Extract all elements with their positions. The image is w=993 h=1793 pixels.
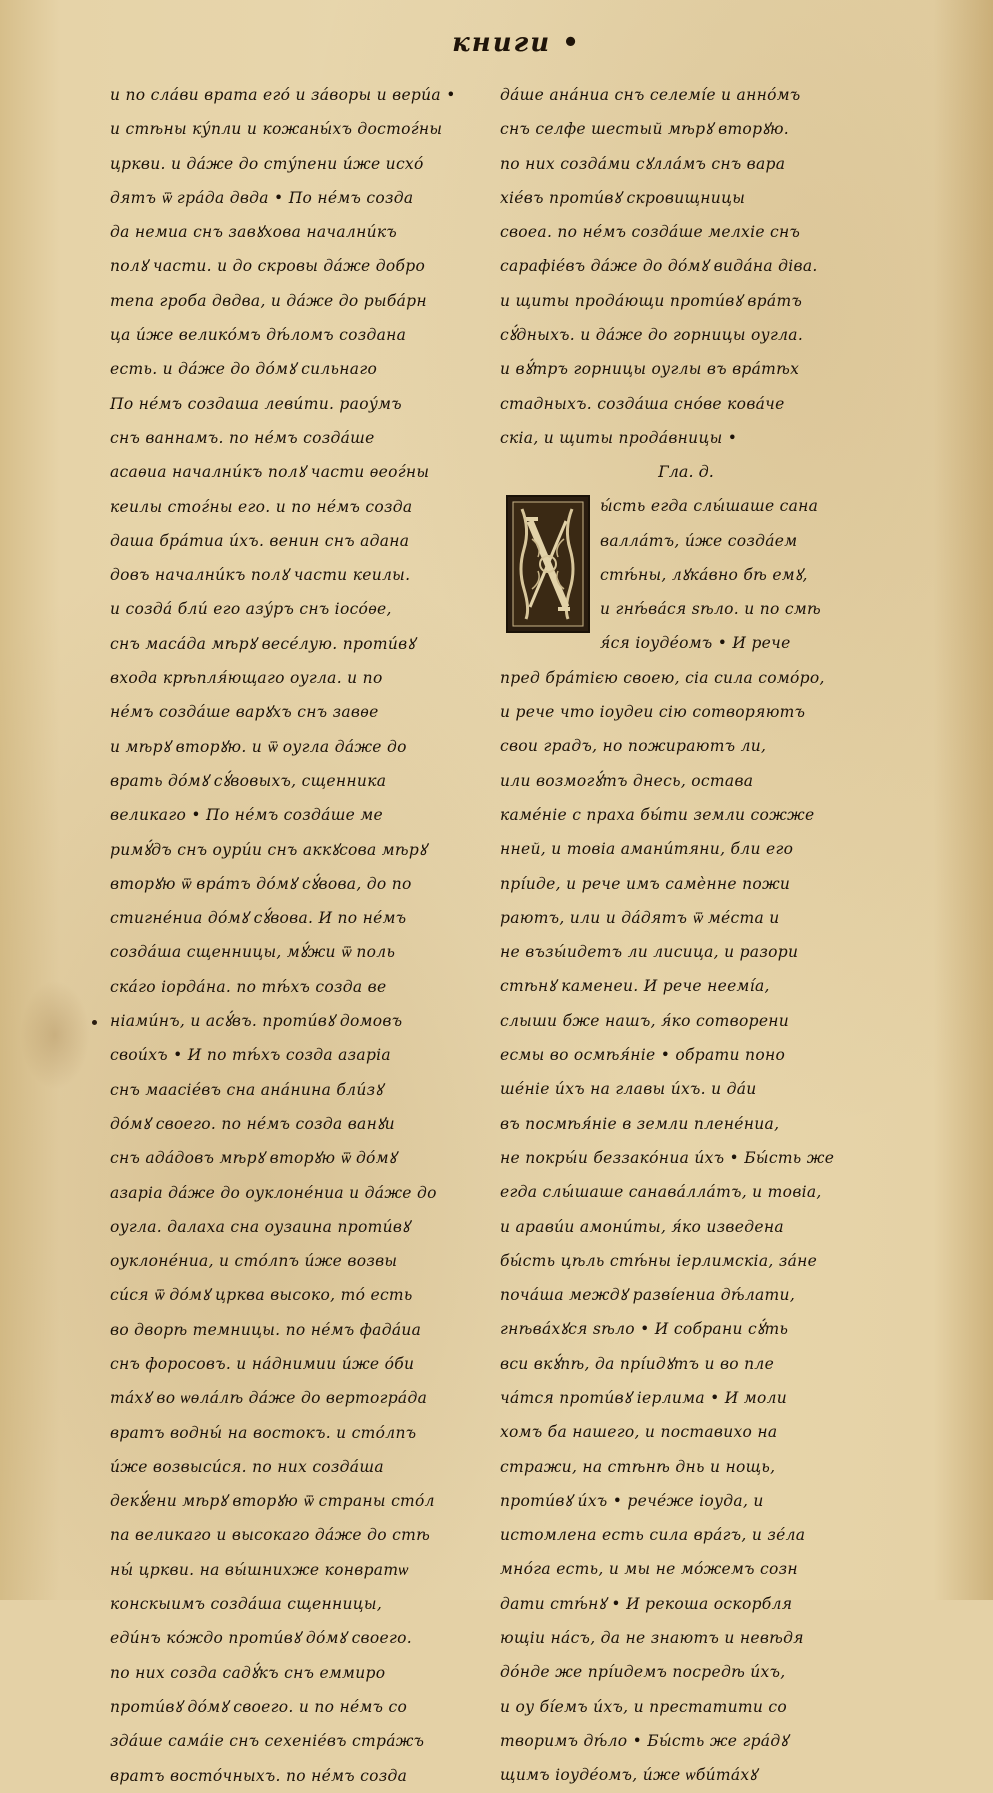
text-line: есть. и да́же до до́мꙋ сильнаго: [110, 360, 378, 379]
text-line: и созда́ бли́ его азу́ръ снъ іосо́ѳе,: [110, 600, 392, 619]
text-line: вратъ восто́чныхъ. по не́мъ созда: [110, 1766, 408, 1785]
text-line: скіа, и щиты прода́вницы •: [500, 428, 738, 447]
text-line: тепа гроба двдва, и да́же до рыба́рн: [110, 291, 427, 310]
text-line: входа крѣпля́ющаго оугла. и по: [110, 669, 383, 688]
text-line: и арави́и амони́ты, я́ко изведена: [500, 1217, 784, 1236]
text-line: каме́ніе с праха бы́ти земли сожже: [500, 805, 815, 824]
text-line: вторꙋю ѿ вра́тъ до́мꙋ сꙋ́вова, до по: [110, 874, 412, 893]
text-line: хіе́въ проти́вꙋ скровищницы: [500, 188, 746, 207]
text-line: кеилы стоѓны его. и по не́мъ созда: [110, 497, 413, 516]
text-line: прі́иде, и рече имъ самѐнне пожи: [500, 874, 791, 893]
text-line: валла́тъ, и́же созда́ем: [600, 531, 798, 550]
text-line: вратъ водны́ на востокъ. и сто́лпъ: [110, 1423, 417, 1442]
text-line: довъ начални́къ полꙋ части кеилы.: [110, 566, 411, 585]
text-line: поча́ша междꙋ разві́ениа дѣ́лати,: [500, 1286, 796, 1305]
text-line: творимъ дѣ́ло • Бы́сть же гра́дꙋ: [500, 1731, 789, 1750]
text-line: и оу бі́емъ и́хъ, и престатити со: [500, 1697, 787, 1716]
text-line: дати стѣ́нꙋ • И рекоша оскорбля: [500, 1594, 793, 1613]
text-line: до́нде же прі́идемъ посредѣ и́хъ,: [500, 1663, 786, 1682]
right-column: [500, 78, 872, 1793]
text-line: и гнѣ́ва́ся ѕѣло. и по смѣ: [600, 600, 822, 619]
text-line: свои́хъ • И по тѣ́хъ созда азаріа: [110, 1046, 391, 1065]
text-line: хомъ ба нашего, и поставихо на: [500, 1423, 778, 1442]
text-line: и мѣрꙋ вторꙋю. и ѿ оугла да́же до: [110, 737, 407, 756]
text-line: и́же возвыси́ся. по них созда́ша: [110, 1457, 384, 1476]
text-line: и рече что іоудеи сію сотворяютъ: [500, 703, 806, 722]
text-line: азаріа да́же до оуклоне́ниа и да́же до: [110, 1183, 437, 1202]
text-line: ча́тся проти́вꙋ іерлима • И моли: [500, 1388, 788, 1407]
text-line: бы́сть цѣль стѣ́ны іерлимскіа, за́не: [500, 1251, 818, 1270]
text-line: стигне́ниа до́мꙋ сꙋ́вова. И по не́мъ: [110, 909, 407, 928]
text-line: свои градъ, но пожираютъ ли,: [500, 737, 767, 756]
text-line: въ посмѣя́ніе в земли плене́ниа,: [500, 1114, 780, 1133]
text-line: слыши бже нашъ, я́ко сотворени: [500, 1011, 790, 1030]
text-line: стѣ́ны, лꙋка́вно бѣ емꙋ,: [600, 565, 808, 584]
text-line: декꙋ́ени мѣрꙋ вторꙋю ѿ страны сто́л: [110, 1492, 435, 1511]
text-line: стѣнꙋ каменеи. И рече неемі́а,: [500, 977, 770, 996]
right-column-bottom-text: [500, 661, 872, 1793]
text-line: проти́вꙋ до́мꙋ своего. и по не́мъ со: [110, 1697, 408, 1716]
text-line: полꙋ части. и до скровы да́же добро: [110, 257, 426, 276]
text-line: ны́ цркви. на вы́шнихже конвратѡ: [110, 1560, 409, 1579]
text-line: или возмогꙋ́тъ днесь, остава: [500, 771, 754, 790]
text-line: асаѳиа начални́къ полꙋ части ѳеоѓны: [110, 463, 430, 482]
text-line: созда́ша сщенницы, мꙋ́жи ѿ поль: [110, 943, 396, 962]
text-line: и по сла́ви врата его́ и за́воры и вери́а •: [110, 86, 456, 104]
text-line: снъ форосовъ. и на́днимии и́же о́би: [110, 1354, 415, 1373]
text-line: мно́га есть, и мы не мо́жемъ созн: [500, 1560, 798, 1579]
text-line: гнѣва́хꙋся ѕѣло • И собрани сꙋ́ть: [500, 1320, 789, 1339]
chapter-heading: Гла. д.: [658, 462, 714, 482]
text-line: ца и́же велико́мъ дѣ́ломъ создана: [110, 326, 407, 345]
text-line: врать до́мꙋ сꙋ́вовыхъ, сщенника: [110, 771, 387, 790]
text-line: не́мъ созда́ше варꙋхъ снъ завѳе: [110, 703, 379, 722]
text-line: снъ маса́да мѣрꙋ весе́лую. проти́вꙋ: [110, 634, 416, 653]
text-line: сарафіе́въ да́же до до́мꙋ вида́на діва.: [500, 257, 818, 276]
text-line: ше́ніе и́хъ на главы и́хъ. и да́и: [500, 1080, 757, 1099]
text-line: великаго • По не́мъ созда́ше ме: [110, 806, 384, 825]
text-line: истомлена есть сила вра́гъ, и зе́ла: [500, 1526, 806, 1545]
text-line: ска́го іорда́на. по тѣ́хъ созда ве: [110, 977, 387, 996]
text-line: по них созда́ми сꙋлла́мъ снъ вара: [500, 154, 786, 173]
text-line: ы́сть егда слы́шаше сана: [600, 497, 819, 516]
text-line: даша бра́тиа и́хъ. венин снъ адана: [110, 531, 410, 550]
text-line: По не́мъ создаша леви́ти. раоу́мъ: [110, 394, 402, 413]
text-line: снъ селфе шестый мѣрꙋ вторꙋю.: [500, 120, 790, 139]
text-line: дятъ ѿ гра́да двда • По не́мъ созда: [110, 188, 414, 207]
text-line: конскыимъ созда́ша сщенницы,: [110, 1595, 383, 1614]
text-line: и вꙋ́тръ горницы оуглы въ вра́тѣх: [500, 360, 800, 379]
right-column-top-text: [500, 78, 872, 455]
text-line: стадныхъ. созда́ша сно́ве кова́че: [500, 394, 785, 413]
text-line: проти́вꙋ и́хъ • рече́же іоуда, и: [500, 1491, 764, 1510]
text-line: до́мꙋ своего. по не́мъ созда ванꙋи: [110, 1114, 395, 1133]
text-line: нней, и товіа амани́тяни, бли его: [500, 840, 794, 859]
initial-block: [500, 489, 872, 660]
text-line: есмы во осмѣя́ніе • обрати поно: [500, 1046, 786, 1065]
text-line: вси вкꙋ́пѣ, да прі́идꙋтъ и во пле: [500, 1354, 775, 1373]
text-line: во дворѣ темницы. по не́мъ фада́иа: [110, 1320, 422, 1339]
text-line: я́ся іоуде́омъ • И рече: [600, 634, 791, 653]
text-line: си́ся ѿ до́мꙋ црква высоко, то́ есть: [110, 1286, 413, 1305]
left-column: [110, 78, 476, 1793]
text-line: щимъ іоуде́омъ, и́же ѡби́та́хꙋ: [500, 1766, 758, 1785]
text-line: и щиты прода́ющи проти́вꙋ вра́тъ: [500, 291, 803, 310]
running-head: [0, 28, 993, 58]
text-line: не възы́идетъ ли лисица, и разори: [500, 943, 799, 962]
page-stain: [20, 980, 90, 1090]
text-line: снъ ваннамъ. по не́мъ созда́ше: [110, 428, 375, 447]
text-line: еди́нъ ко́ждо проти́вꙋ до́мꙋ своего.: [110, 1629, 412, 1648]
text-line: пред бра́тією своею, сіа сила сомо́ро,: [500, 668, 825, 687]
text-line: римꙋ́дъ снъ оури́и снъ аккꙋсова мѣрꙋ: [110, 840, 427, 859]
text-line: оуклоне́ниа, и сто́лпъ и́же возвы: [110, 1252, 398, 1271]
text-line: па великаго и высокаго да́же до стѣ: [110, 1526, 431, 1545]
text-line: да́ше ана́ниа снъ селемі́е и анно́мъ: [500, 86, 801, 104]
text-line: снъ маасіе́въ сна ана́нина бли́зꙋ: [110, 1080, 383, 1099]
text-line: цркви. и да́же до сту́пени и́же исхо́: [110, 154, 424, 173]
text-line: зда́ше сама́іе снъ сехеніе́въ стра́жъ: [110, 1732, 425, 1751]
margin-mark: [92, 1020, 97, 1025]
decorated-initial-icon: [506, 495, 590, 633]
text-line: снъ ада́довъ мѣрꙋ вторꙋю ѿ до́мꙋ: [110, 1149, 397, 1168]
text-line: не покры́и беззако́ниа и́хъ • Бы́сть же: [500, 1148, 835, 1167]
text-line: ніами́нъ, и асꙋ́въ. проти́вꙋ домовъ: [110, 1012, 403, 1031]
text-line: по них созда садꙋ́къ снъ еммиро: [110, 1663, 386, 1682]
running-head-text: книги •: [452, 28, 581, 58]
text-line: оугла. далаха сна оузаина проти́вꙋ: [110, 1217, 410, 1236]
text-line: да немиа снъ завꙋхова начални́къ: [110, 223, 398, 242]
text-line: та́хꙋ во ѡѳла́лѣ да́же до вертогра́да: [110, 1389, 428, 1408]
text-line: и стѣны ку́пли и кожаны́хъ достоѓны: [110, 120, 443, 139]
text-line: своеа. по не́мъ созда́ше мелхіе снъ: [500, 223, 801, 242]
text-line: сꙋ́дныхъ. и да́же до горницы оугла.: [500, 326, 804, 345]
text-line: ющіи на́съ, да не знаютъ и невѣдя: [500, 1629, 804, 1648]
text-line: егда слы́шаше санава́лла́тъ, и товіа,: [500, 1183, 822, 1202]
text-line: раютъ, или и да́дятъ ѿ ме́ста и: [500, 908, 780, 927]
text-line: стражи, на стѣнѣ днь и нощь,: [500, 1457, 776, 1476]
